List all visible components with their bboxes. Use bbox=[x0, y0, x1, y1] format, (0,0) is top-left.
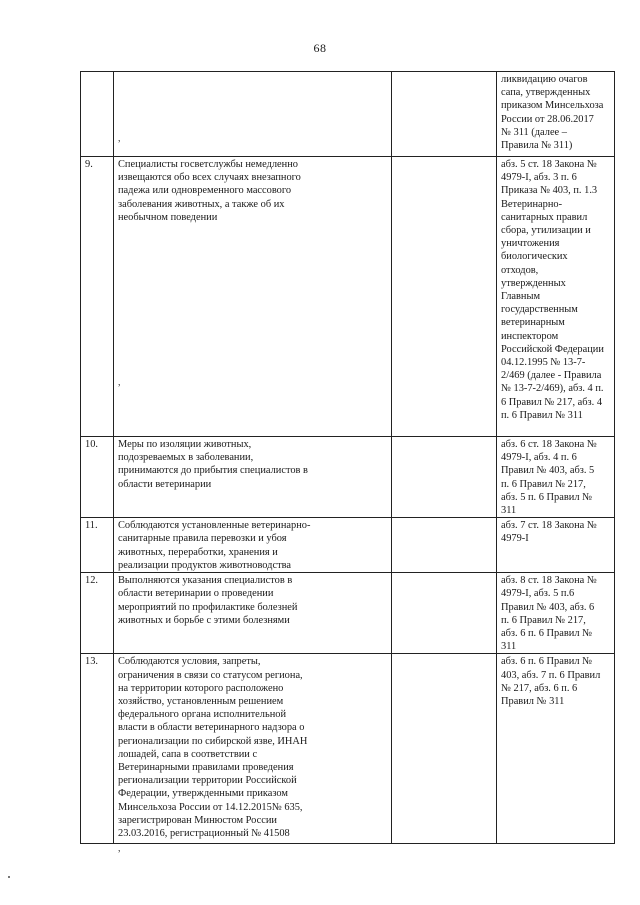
requirement-line: регионализации по сибирской язве, ИНАН bbox=[118, 735, 308, 747]
basis-line: 4979-I bbox=[501, 533, 529, 545]
requirement-cell bbox=[114, 573, 392, 654]
empty-cell bbox=[392, 157, 497, 437]
basis-line: утвержденных bbox=[501, 277, 566, 289]
basis-line: абз. 7 ст. 18 Закона № bbox=[501, 520, 597, 532]
basis-line: абз. 5 ст. 18 Закона № bbox=[501, 159, 597, 170]
basis-line: Приказа № 403, п. 1.3 bbox=[501, 185, 598, 197]
basis-line: 4979-I, абз. 5 п.6 bbox=[501, 588, 575, 600]
basis-line: биологических bbox=[501, 251, 568, 263]
scan-mark-3: , bbox=[118, 843, 121, 854]
requirement-line: реализации продуктов животноводства bbox=[118, 559, 292, 571]
row-number: 10. bbox=[81, 437, 114, 518]
requirement-line: животных и борьбе с этими болезнями bbox=[118, 614, 290, 626]
requirement-line: области ветеринарии о проведении bbox=[118, 588, 274, 600]
requirement-line: необычном поведении bbox=[118, 211, 218, 223]
requirement-line: федерального органа исполнительной bbox=[118, 709, 287, 721]
requirement-line: на территории которого расположено bbox=[118, 682, 284, 694]
basis-line: Правил № 403, абз. 6 bbox=[501, 601, 595, 613]
table-row bbox=[81, 157, 615, 437]
requirement-line: подозреваемых в заболевании, bbox=[118, 452, 254, 464]
empty-cell bbox=[392, 573, 497, 654]
basis-line: Ветеринарно- bbox=[501, 198, 563, 210]
requirement-cell bbox=[114, 518, 392, 573]
basis-line: абз. 5 п. 6 Правил № bbox=[501, 491, 593, 503]
basis-line: ликвидацию очагов bbox=[501, 74, 588, 85]
basis-line: абз. 6 ст. 18 Закона № bbox=[501, 439, 597, 450]
basis-line: п. 6 Правил № 311 bbox=[501, 409, 583, 421]
basis-line: приказом Минсельхоза bbox=[501, 100, 604, 112]
basis-cell bbox=[497, 654, 615, 844]
basis-line: инспектором bbox=[501, 330, 559, 342]
requirement-line: Минсельхоза России от 14.12.2015№ 635, bbox=[118, 801, 303, 813]
basis-line: п. 6 Правил № 217, bbox=[501, 614, 586, 626]
requirement-line: принимаются до прибытия специалистов в bbox=[118, 465, 308, 477]
basis-line: абз. 6 п. 6 Правил № bbox=[501, 656, 593, 668]
basis-line: абз. 8 ст. 18 Закона № bbox=[501, 575, 597, 587]
requirement-line: области ветеринарии bbox=[118, 478, 212, 490]
requirement-line: заболевания животных, а также об их bbox=[118, 198, 285, 210]
requirement-line: 23.03.2016, регистрационный № 41508 bbox=[118, 828, 290, 840]
basis-cell bbox=[497, 72, 615, 157]
requirement-line: Выполняются указания специалистов в bbox=[118, 575, 293, 587]
row-number: 9. bbox=[81, 157, 114, 437]
requirement-line: Меры по изоляции животных, bbox=[118, 439, 252, 450]
basis-line: № 13-7-2/469), абз. 4 п. bbox=[501, 383, 604, 395]
page-number: 68 bbox=[313, 41, 327, 55]
requirement-cell bbox=[114, 654, 392, 844]
requirement-cell bbox=[114, 72, 392, 157]
empty-cell bbox=[392, 654, 497, 844]
requirements-table bbox=[80, 71, 615, 844]
requirement-line: санитарные правила перевозки и убоя bbox=[118, 533, 287, 545]
basis-line: п. 6 Правил № 217, bbox=[501, 478, 586, 490]
basis-line: Правила № 311) bbox=[501, 140, 573, 152]
basis-line: отходов, bbox=[501, 264, 539, 276]
basis-line: санитарных правил bbox=[501, 211, 588, 223]
basis-line: ветеринарным bbox=[501, 317, 565, 329]
table-body bbox=[81, 72, 615, 844]
table-row bbox=[81, 437, 615, 518]
row-number: 13. bbox=[81, 654, 114, 844]
basis-line: 6 Правил № 217, абз. 4 bbox=[501, 396, 603, 408]
basis-line: государственным bbox=[501, 304, 578, 316]
requirement-line: лошадей, сапа в соответствии с bbox=[118, 748, 258, 760]
requirement-line: ограничения в связи со статусом региона, bbox=[118, 669, 303, 681]
table-row bbox=[81, 654, 615, 844]
row-number: 12. bbox=[81, 573, 114, 654]
table-row bbox=[81, 518, 615, 573]
basis-cell bbox=[497, 157, 615, 437]
basis-cell bbox=[497, 518, 615, 573]
basis-line: 04.12.1995 № 13-7- bbox=[501, 357, 586, 369]
basis-line: Правил № 311 bbox=[501, 696, 565, 708]
basis-line: 311 bbox=[501, 641, 517, 653]
requirement-line: падежа или одновременного массового bbox=[118, 185, 292, 197]
basis-line: № 311 (далее – bbox=[501, 126, 567, 138]
empty-cell bbox=[392, 437, 497, 518]
requirement-line: хозяйство, установленным решением bbox=[118, 696, 284, 708]
scan-mark-1: , bbox=[118, 133, 121, 144]
row-number bbox=[81, 72, 114, 157]
requirement-cell bbox=[114, 157, 392, 437]
basis-line: абз. 6 п. 6 Правил № bbox=[501, 628, 593, 640]
requirement-cell bbox=[114, 437, 392, 518]
basis-line: 4979-I, абз. 4 п. 6 bbox=[501, 452, 577, 464]
basis-line: сапа, утвержденных bbox=[501, 87, 591, 99]
requirement-line: власти в области ветеринарного надзора о bbox=[118, 722, 305, 734]
requirement-line: извещаются обо всех случаях внезапного bbox=[118, 172, 301, 184]
basis-line: 311 bbox=[501, 505, 517, 517]
scan-mark-2: , bbox=[118, 377, 121, 388]
requirement-line: мероприятий по профилактике болезней bbox=[118, 601, 298, 613]
empty-cell bbox=[392, 72, 497, 157]
requirement-line: Ветеринарными правилами проведения bbox=[118, 762, 294, 774]
scan-dot bbox=[8, 876, 10, 878]
empty-cell bbox=[392, 518, 497, 573]
basis-line: уничтожения bbox=[501, 238, 560, 250]
basis-line: Главным bbox=[501, 291, 541, 303]
basis-line: Российской Федерации bbox=[501, 343, 604, 355]
requirement-line: Соблюдаются установленные ветеринарно- bbox=[118, 520, 311, 532]
basis-cell bbox=[497, 573, 615, 654]
table-row bbox=[81, 573, 615, 654]
requirement-line: Соблюдаются условия, запреты, bbox=[118, 656, 261, 668]
requirement-line: зарегистрирован Минюстом России bbox=[118, 814, 277, 826]
basis-line: 403, абз. 7 п. 6 Правил bbox=[501, 669, 601, 681]
basis-line: России от 28.06.2017 bbox=[501, 113, 594, 125]
requirement-line: регионализации территории Российской bbox=[118, 775, 297, 787]
basis-line: 2/469 (далее - Правила bbox=[501, 370, 602, 382]
basis-line: Правил № 403, абз. 5 bbox=[501, 465, 595, 477]
table-row bbox=[81, 72, 615, 157]
basis-line: 4979-I, абз. 3 п. 6 bbox=[501, 172, 577, 184]
basis-line: № 217, абз. 6 п. 6 bbox=[501, 682, 578, 694]
requirement-line: Федерации, утвержденными приказом bbox=[118, 788, 289, 800]
requirement-line: Специалисты госветслужбы немедленно bbox=[118, 159, 298, 170]
basis-cell bbox=[497, 437, 615, 518]
requirement-line: животных, переработки, хранения и bbox=[118, 546, 278, 558]
row-number: 11. bbox=[81, 518, 114, 573]
basis-line: сбора, утилизации и bbox=[501, 225, 591, 237]
